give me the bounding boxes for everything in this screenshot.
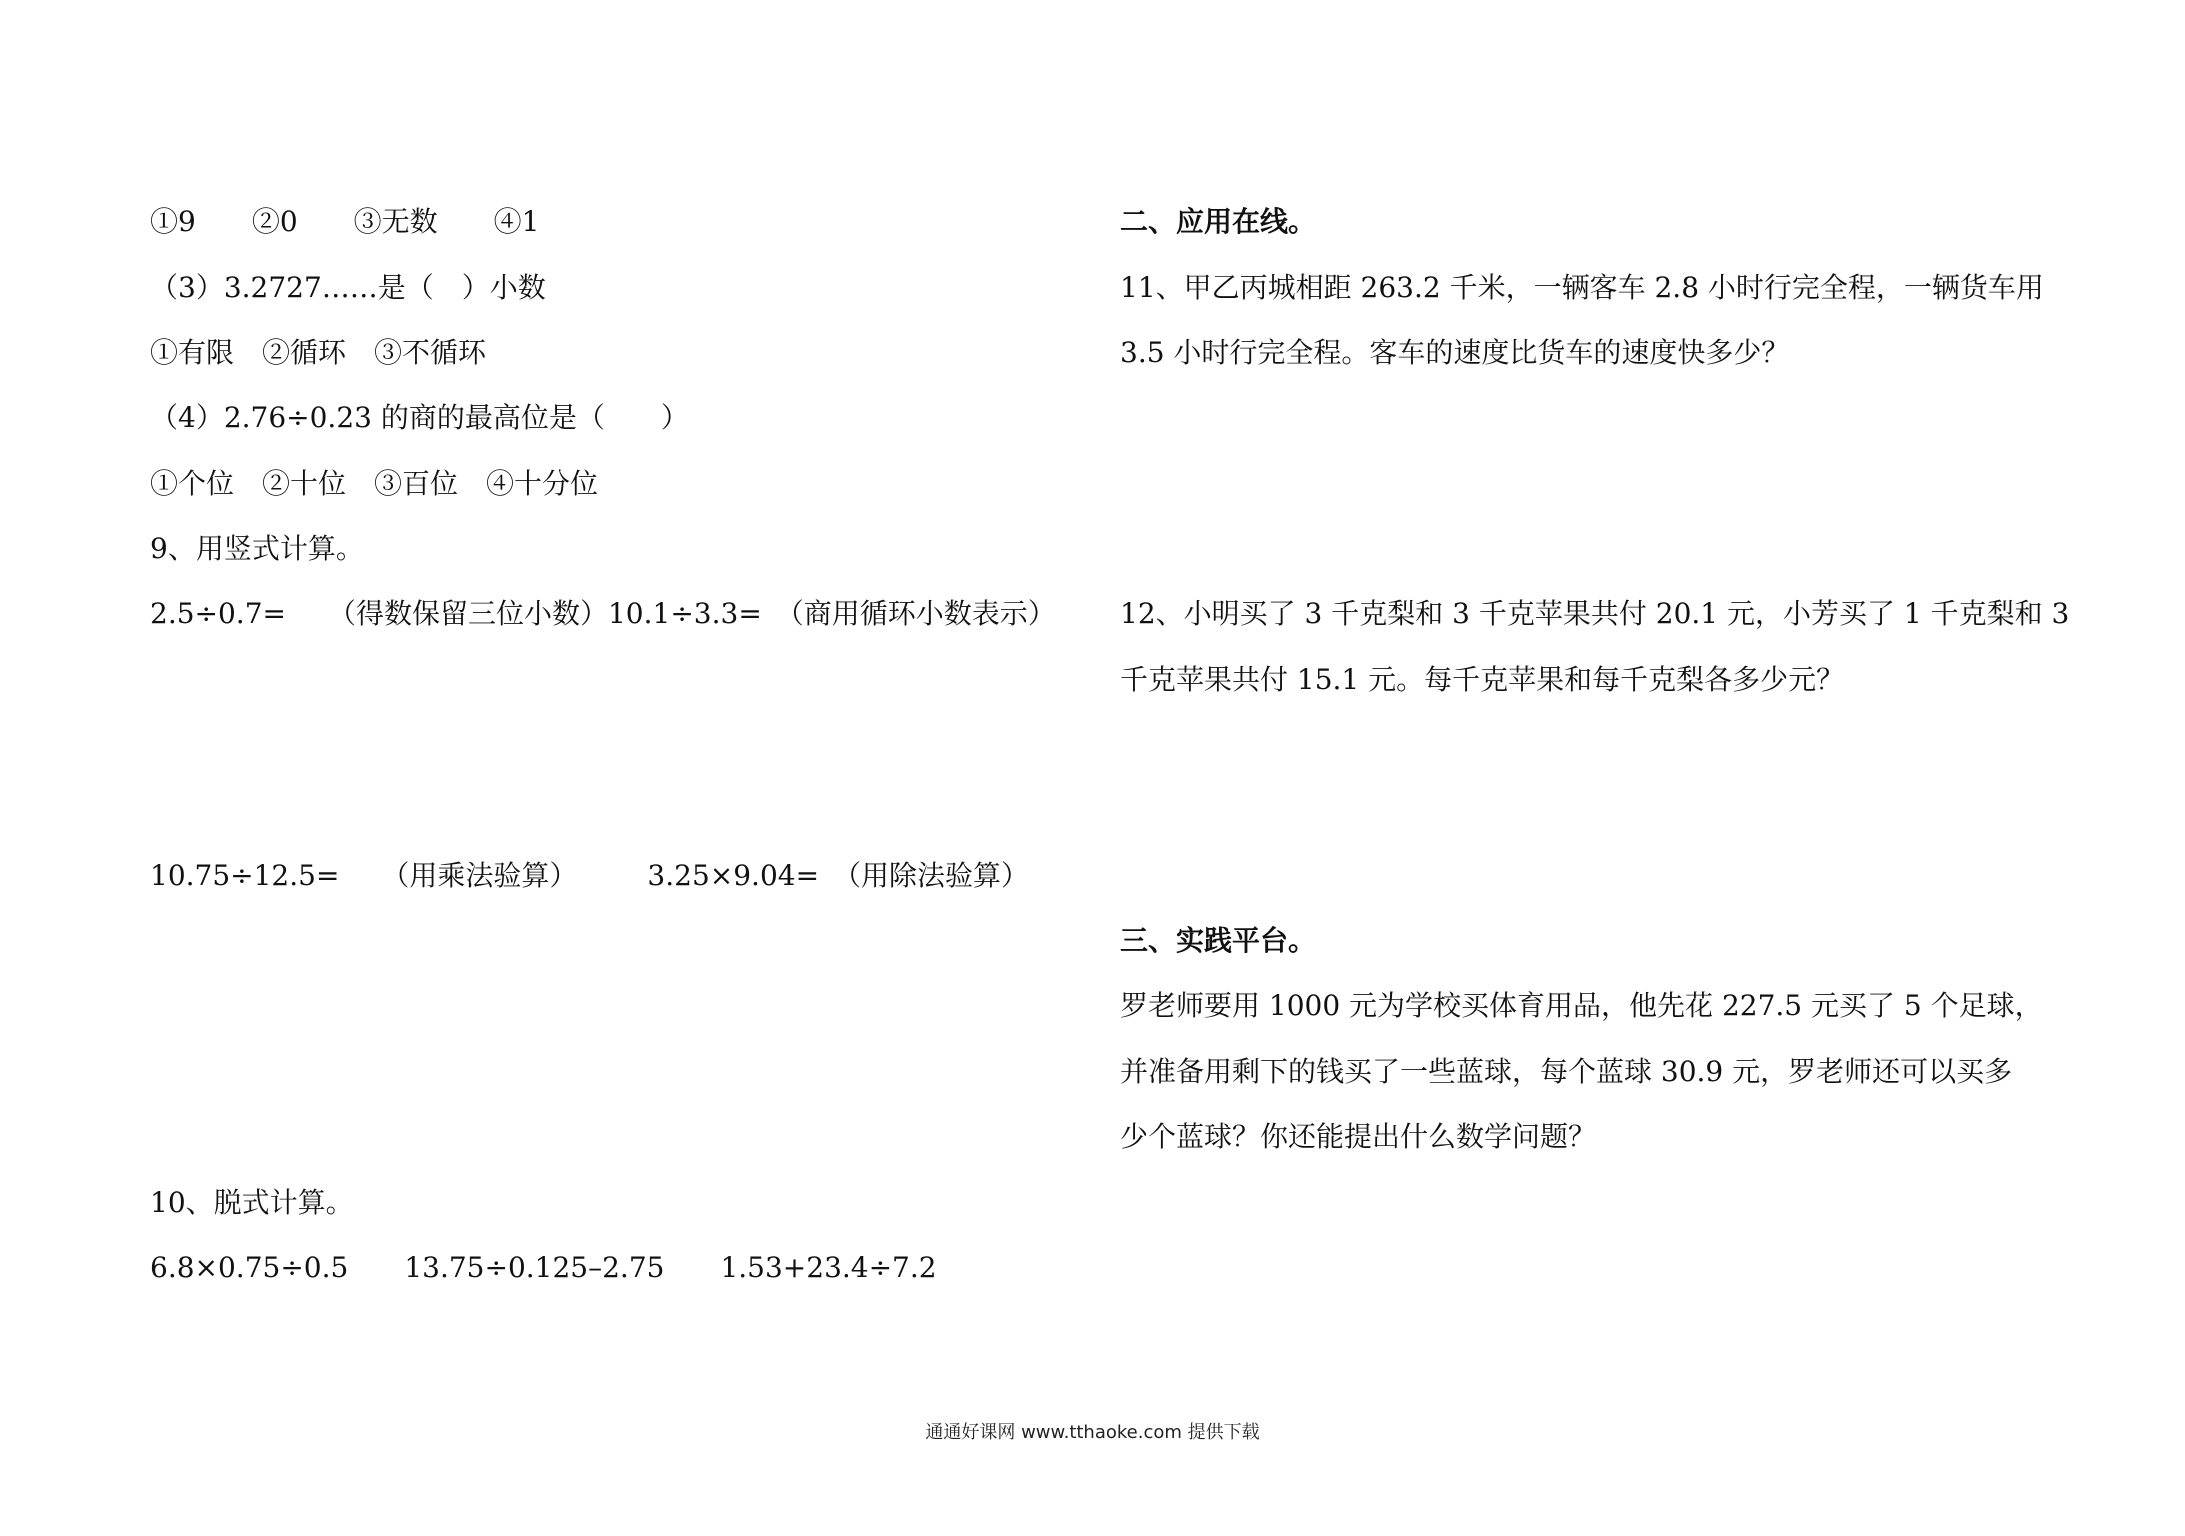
q8-4-options: ①个位 ②十位 ③百位 ④十分位 [150, 467, 599, 500]
q11-line-1: 11、甲乙丙城相距 263.2 千米，一辆客车 2.8 小时行完全程，一辆货车用 [1120, 271, 2044, 304]
q13-line-2: 并准备用剩下的钱买了一些蓝球，每个蓝球 30.9 元，罗老师还可以买多 [1120, 1055, 2013, 1088]
q10-title: 10、脱式计算。 [150, 1186, 354, 1219]
q12-line-1: 12、小明买了 3 千克梨和 3 千克苹果共付 20.1 元，小芳买了 1 千克梨和 3 [1120, 597, 2070, 630]
section-3-title: 三、实践平台。 [1120, 924, 1317, 957]
q12-line-2: 千克苹果共付 15.1 元。每千克苹果和每千克梨各多少元？ [1120, 663, 1845, 696]
q13-line-1: 罗老师要用 1000 元为学校买体育用品，他先花 227.5 元买了 5 个足球， [1120, 989, 2043, 1022]
q8-3-text: （3）3.2727……是（ ）小数 [150, 271, 546, 304]
q9-title: 9、用竖式计算。 [150, 532, 364, 565]
section-2-title: 二、应用在线。 [1120, 205, 1317, 238]
q8-3-options: ①有限 ②循环 ③不循环 [150, 336, 487, 369]
q13-line-3: 少个蓝球？你还能提出什么数学问题？ [1120, 1120, 1597, 1153]
q8-4-text: （4）2.76÷0.23 的商的最高位是（ ） [150, 401, 689, 434]
q11-line-2: 3.5 小时行完全程。客车的速度比货车的速度快多少？ [1120, 336, 1790, 369]
footer-credit: 通通好课网 www.tthaoke.com 提供下载 [925, 1422, 1260, 1443]
q9-row-2: 10.75÷12.5= （用乘法验算） 3.25×9.04= （用除法验算） [150, 859, 1030, 892]
q9-row-1: 2.5÷0.7= （得数保留三位小数）10.1÷3.3= （商用循环小数表示） [150, 597, 1056, 630]
q10-row: 6.8×0.75÷0.5 13.75÷0.125–2.75 1.53+23.4÷7.2 [150, 1251, 937, 1284]
q8-2-options: ①9 ②0 ③无数 ④1 [150, 205, 540, 238]
